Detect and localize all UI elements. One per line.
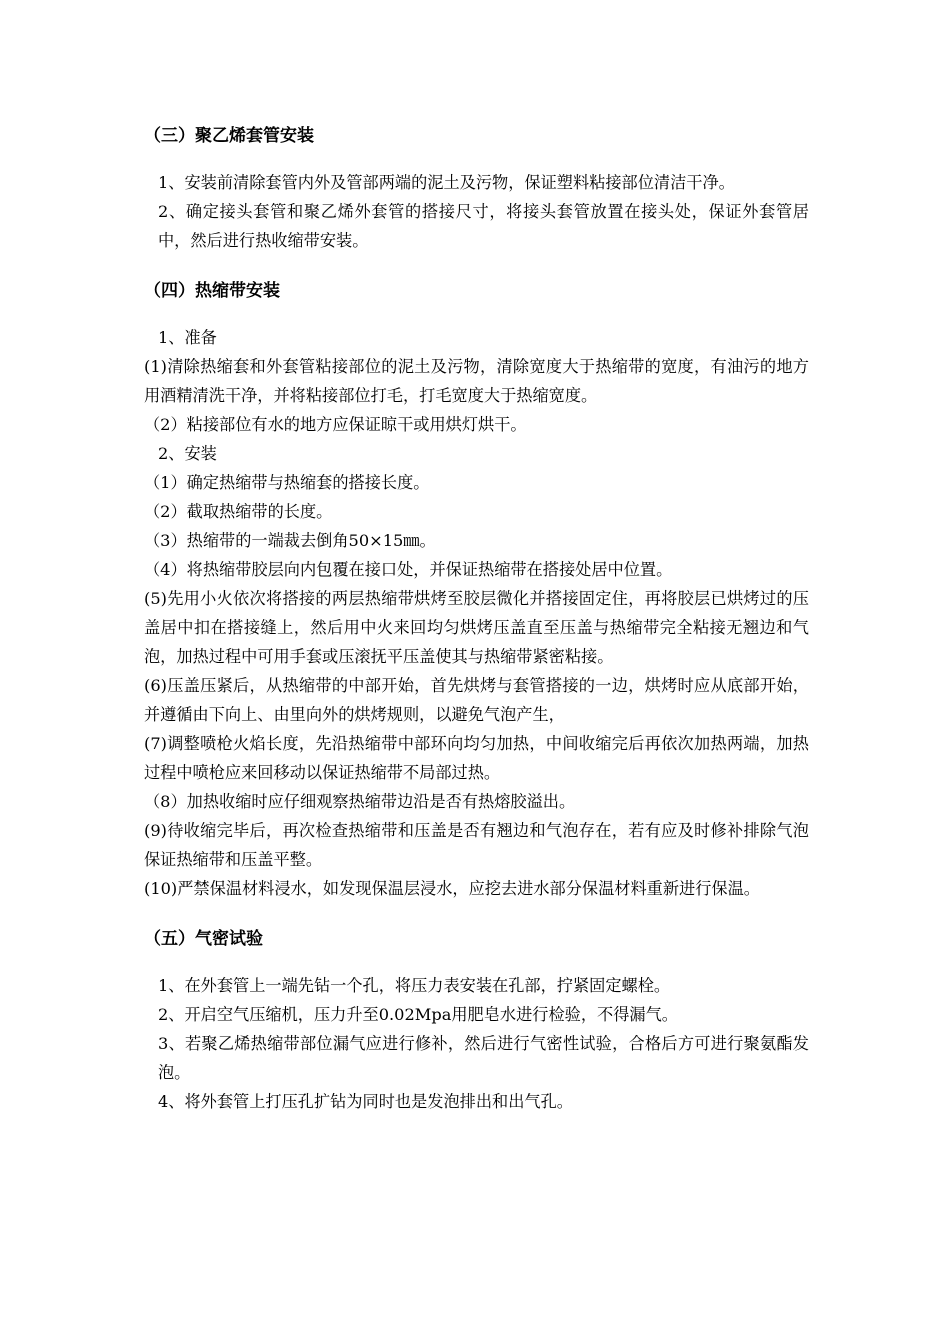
paragraph: 4、将外套管上打压孔扩钻为同时也是发泡排出和出气孔。 (158, 1092, 573, 1111)
paragraph: (9)待收缩完毕后，再次检查热缩带和压盖是否有翘边和气泡存在，若有应及时修补排除气泡保证热缩带和压盖平整。 (144, 821, 809, 869)
paragraph: （1）确定热缩带与热缩套的搭接长度。 (144, 473, 430, 492)
paragraph: 2、安装 (158, 444, 217, 463)
document-page (144, 122, 809, 1116)
paragraph: 3、若聚乙烯热缩带部位漏气应进行修补，然后进行气密性试验，合格后方可进行聚氨酯发泡。 (158, 1034, 809, 1082)
paragraph: 1、准备 (158, 328, 217, 347)
paragraph: （2）粘接部位有水的地方应保证晾干或用烘灯烘干。 (144, 415, 527, 434)
paragraph: (10)严禁保温材料浸水，如发现保温层浸水，应挖去进水部分保温材料重新进行保温。 (144, 879, 760, 898)
paragraph: (7)调整喷枪火焰长度，先沿热缩带中部环向均匀加热，中间收缩完后再依次加热两端，加热过程中喷枪应来回移动以保证热缩带不局部过热。 (144, 734, 809, 782)
section-heading: （四）热缩带安装 (144, 281, 280, 301)
paragraph: （4）将热缩带胶层向内包覆在接口处，并保证热缩带在搭接处居中位置。 (144, 560, 673, 579)
paragraph: 2、开启空气压缩机，压力升至0.02Mpa用肥皂水进行检验，不得漏气。 (158, 1005, 678, 1024)
paragraph: 1、在外套管上一端先钻一个孔，将压力表安装在孔部，拧紧固定螺栓。 (158, 976, 671, 995)
paragraph: (1)清除热缩套和外套管粘接部位的泥土及污物，清除宽度大于热缩带的宽度，有油污的地方用酒精清洗干净，并将粘接部位打毛，打毛宽度大于热缩宽度。 (144, 357, 809, 405)
section-heading: （三）聚乙烯套管安装 (144, 126, 314, 146)
section-heading: （五）气密试验 (144, 929, 263, 949)
paragraph: （3）热缩带的一端裁去倒角50×15㎜。 (144, 531, 436, 550)
paragraph: (5)先用小火依次将搭接的两层热缩带烘烤至胶层微化并搭接固定住，再将胶层已烘烤过的压盖居中扣在搭接缝上，然后用中火来回均匀烘烤压盖直至压盖与热缩带完全粘接无翘边和气泡，加热过程中可用手套或压滚抚平压盖使其与热缩带紧密粘接。 (144, 589, 809, 666)
paragraph: （2）截取热缩带的长度。 (144, 502, 333, 521)
paragraph: (6)压盖压紧后，从热缩带的中部开始，首先烘烤与套管搭接的一边，烘烤时应从底部开始，并遵循由下向上、由里向外的烘烤规则，以避免气泡产生， (144, 676, 809, 724)
paragraph: 2、确定接头套管和聚乙烯外套管的搭接尺寸，将接头套管放置在接头处，保证外套管居中，然后进行热收缩带安装。 (158, 202, 809, 250)
paragraph: （8）加热收缩时应仔细观察热缩带边沿是否有热熔胶溢出。 (144, 792, 576, 811)
paragraph: 1、安装前清除套管内外及管部两端的泥土及污物，保证塑料粘接部位清洁干净。 (158, 173, 735, 192)
